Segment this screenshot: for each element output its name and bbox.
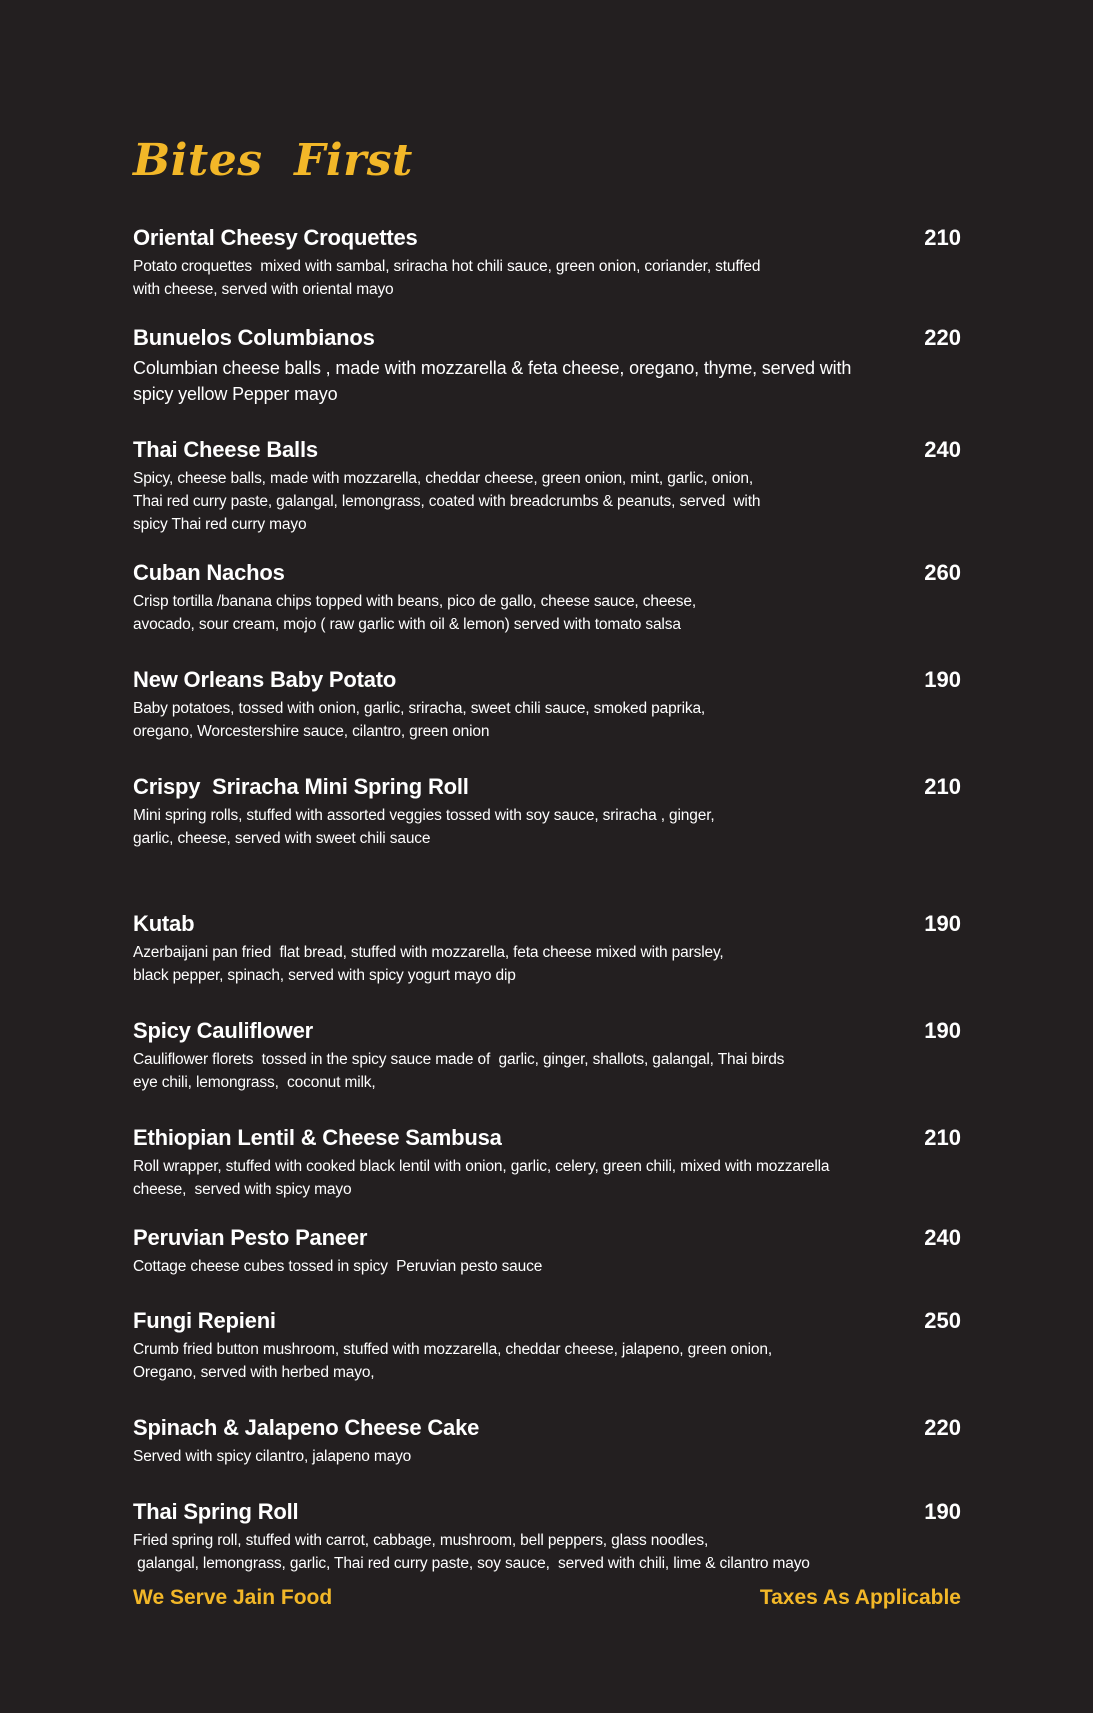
- menu-item-description: Spicy, cheese balls, made with mozzarella, cheddar cheese, green onion, mint, garlic, onion, Thai red curry paste, galangal, lemongrass, coated with breadcrumbs & peanuts, served with spicy Thai red curry mayo: [133, 470, 761, 533]
- menu-item-name: New Orleans Baby Potato: [133, 667, 397, 692]
- menu-item-description: Fried spring roll, stuffed with carrot, cabbage, mushroom, bell peppers, glass noodles, galangal, lemongrass, garlic, Thai red curry paste, soy sauce, served with chili, lime & cilantro mayo: [133, 1532, 810, 1572]
- menu-item-description: Crisp tortilla /banana chips topped with beans, pico de gallo, cheese sauce, cheese, avocado, sour cream, mojo ( raw garlic with oil & lemon) served with tomato salsa: [133, 593, 696, 633]
- menu-item-description: Cottage cheese cubes tossed in spicy Peruvian pesto sauce: [133, 1258, 543, 1275]
- menu-item-name: Thai Spring Roll: [133, 1499, 299, 1524]
- menu-item-price: 190: [924, 1018, 961, 1043]
- menu-item-description: Potato croquettes mixed with sambal, sriracha hot chili sauce, green onion, coriander, stuffed with cheese, served with oriental mayo: [133, 258, 761, 298]
- menu-item-price: 190: [924, 911, 961, 936]
- menu-item-description: Columbian cheese balls , made with mozzarella & feta cheese, oregano, thyme, served with spicy yellow Pepper mayo: [133, 358, 852, 404]
- menu-item-description: Azerbaijani pan fried flat bread, stuffed with mozzarella, feta cheese mixed with parsley, black pepper, spinach, served with spicy yogurt mayo dip: [133, 944, 724, 984]
- menu-item-price: 220: [924, 325, 961, 350]
- menu-item: [133, 1225, 961, 1278]
- menu-item-price: 210: [924, 225, 961, 250]
- menu-item-price: 240: [924, 1225, 961, 1250]
- menu-item-price: 190: [924, 1499, 961, 1524]
- menu-item-name: Peruvian Pesto Paneer: [133, 1225, 368, 1250]
- menu-item-price: 260: [924, 560, 961, 585]
- jain-food-note: We Serve Jain Food: [133, 1586, 333, 1609]
- menu-item-name: Crispy Sriracha Mini Spring Roll: [133, 774, 469, 799]
- menu-section-title: Bites First: [133, 135, 413, 186]
- menu-item: [133, 1125, 961, 1201]
- menu-item-name: Fungi Repieni: [133, 1308, 276, 1333]
- menu-item-price: 210: [924, 1125, 961, 1150]
- menu-item: [133, 774, 961, 850]
- menu-item: [133, 437, 961, 536]
- menu-item-name: Cuban Nachos: [133, 560, 285, 585]
- menu-item-description: Cauliflower florets tossed in the spicy sauce made of garlic, ginger, shallots, galangal, Thai birds eye chili, lemongrass, coconut milk,: [133, 1051, 785, 1091]
- menu-item: [133, 560, 961, 636]
- menu-item-name: Ethiopian Lentil & Cheese Sambusa: [133, 1125, 502, 1150]
- menu-item-price: 250: [924, 1308, 961, 1333]
- menu-item-price: 210: [924, 774, 961, 799]
- menu-item-name: Kutab: [133, 911, 195, 936]
- menu-item-name: Thai Cheese Balls: [133, 437, 318, 462]
- menu-item-price: 220: [924, 1415, 961, 1440]
- menu-item: [133, 1499, 961, 1575]
- menu-item-price: 240: [924, 437, 961, 462]
- menu-item: [133, 1415, 961, 1468]
- menu-item-name: Spicy Cauliflower: [133, 1018, 313, 1043]
- menu-item: [133, 1308, 961, 1384]
- menu-item-description: Mini spring rolls, stuffed with assorted veggies tossed with soy sauce, sriracha , ginger, garlic, cheese, served with sweet chili sauce: [133, 807, 715, 847]
- menu-item-description: Baby potatoes, tossed with onion, garlic, sriracha, sweet chili sauce, smoked paprika, oregano, Worcestershire sauce, cilantro, green onion: [133, 700, 706, 740]
- menu-item-description: Roll wrapper, stuffed with cooked black lentil with onion, garlic, celery, green chili, mixed with mozzarella cheese, served with spicy mayo: [133, 1158, 830, 1198]
- menu-item-description: Served with spicy cilantro, jalapeno mayo: [133, 1448, 412, 1465]
- menu-item-price: 190: [924, 667, 961, 692]
- menu-item: [133, 225, 961, 301]
- menu-item-name: Oriental Cheesy Croquettes: [133, 225, 418, 250]
- menu-item-name: Spinach & Jalapeno Cheese Cake: [133, 1415, 480, 1440]
- menu-item: [133, 325, 961, 407]
- menu-item-description: Crumb fried button mushroom, stuffed with mozzarella, cheddar cheese, jalapeno, green onion, Oregano, served with herbed mayo,: [133, 1341, 773, 1381]
- taxes-note: Taxes As Applicable: [759, 1586, 961, 1609]
- menu-item: [133, 911, 961, 987]
- menu-item: [133, 667, 961, 743]
- menu-item: [133, 1018, 961, 1094]
- menu-item-name: Bunuelos Columbianos: [133, 325, 375, 350]
